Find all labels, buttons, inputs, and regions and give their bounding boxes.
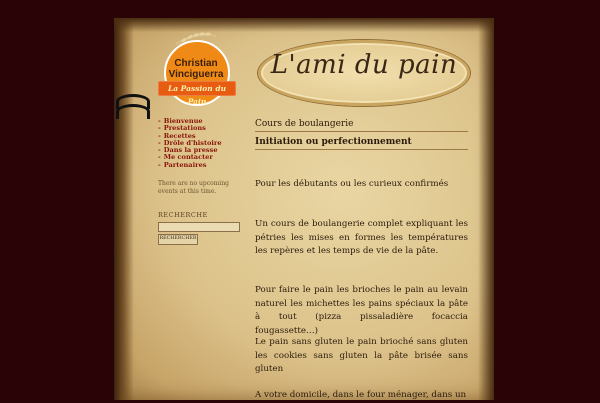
nav-item-label: Partenaires: [163, 160, 207, 169]
section-title: Initiation ou perfectionnement: [255, 137, 468, 150]
nav-item[interactable]: [158, 162, 222, 169]
paragraph: Un cours de boulangerie complet expliquant les pétries les mises en formes les températures les repères et les temps de vie de la pâte.: [255, 219, 468, 256]
nav-bullet-icon: -: [158, 160, 161, 169]
logo-first-name: Christian: [174, 58, 218, 69]
site-title: L'ami du pain: [270, 50, 458, 80]
logo-tagline: La Passion du Pain: [158, 81, 236, 96]
paper-right-edge: [478, 18, 494, 400]
paragraph: Pour faire le pain les brioches le pain au levain naturel les michettes les pains spéciaux la pâte à tout (pizza pissaladière focaccia fougassette…): [255, 285, 468, 336]
nav-item-label: Dans la presse: [163, 146, 218, 155]
nav-item-label: Drôle d'histoire: [163, 138, 222, 147]
events-notice: There are no upcoming events at this time.: [158, 180, 230, 195]
paragraph: Pour les débutants ou les curieux confirmés: [255, 179, 449, 189]
search-input[interactable]: [158, 222, 240, 232]
search-title: RECHERCHE: [158, 211, 208, 219]
nav-item-label: Me contacter: [163, 153, 213, 162]
paragraph: Le pain sans gluten le pain brioché sans gluten les cookies sans gluten la pâte brisée sans gluten: [255, 337, 468, 374]
nav-item-label: Bienvenue: [163, 117, 203, 125]
logo-last-name: Vinciguerra: [168, 69, 224, 80]
binding-edge: [114, 18, 134, 400]
search-button[interactable]: RECHERCHER: [158, 234, 198, 245]
page-title: Cours de boulangerie: [255, 119, 468, 132]
nav-bullet-icon: -: [158, 124, 161, 133]
nav-item-label: Recettes: [163, 131, 196, 140]
binder-ring-icon: [116, 104, 150, 119]
main-nav: [158, 118, 222, 169]
nav-bullet-icon: -: [158, 153, 161, 162]
logo-name: [160, 58, 232, 80]
brand-logo[interactable]: [160, 30, 232, 106]
nav-bullet-icon: -: [158, 138, 161, 147]
nav-bullet-icon: -: [158, 146, 161, 155]
nav-bullet-icon: -: [158, 131, 161, 140]
paragraph: A votre domicile, dans le four ménager, dans un: [255, 390, 467, 400]
nav-bullet-icon: -: [158, 117, 161, 125]
nav-item-label: Prestations: [163, 124, 206, 133]
